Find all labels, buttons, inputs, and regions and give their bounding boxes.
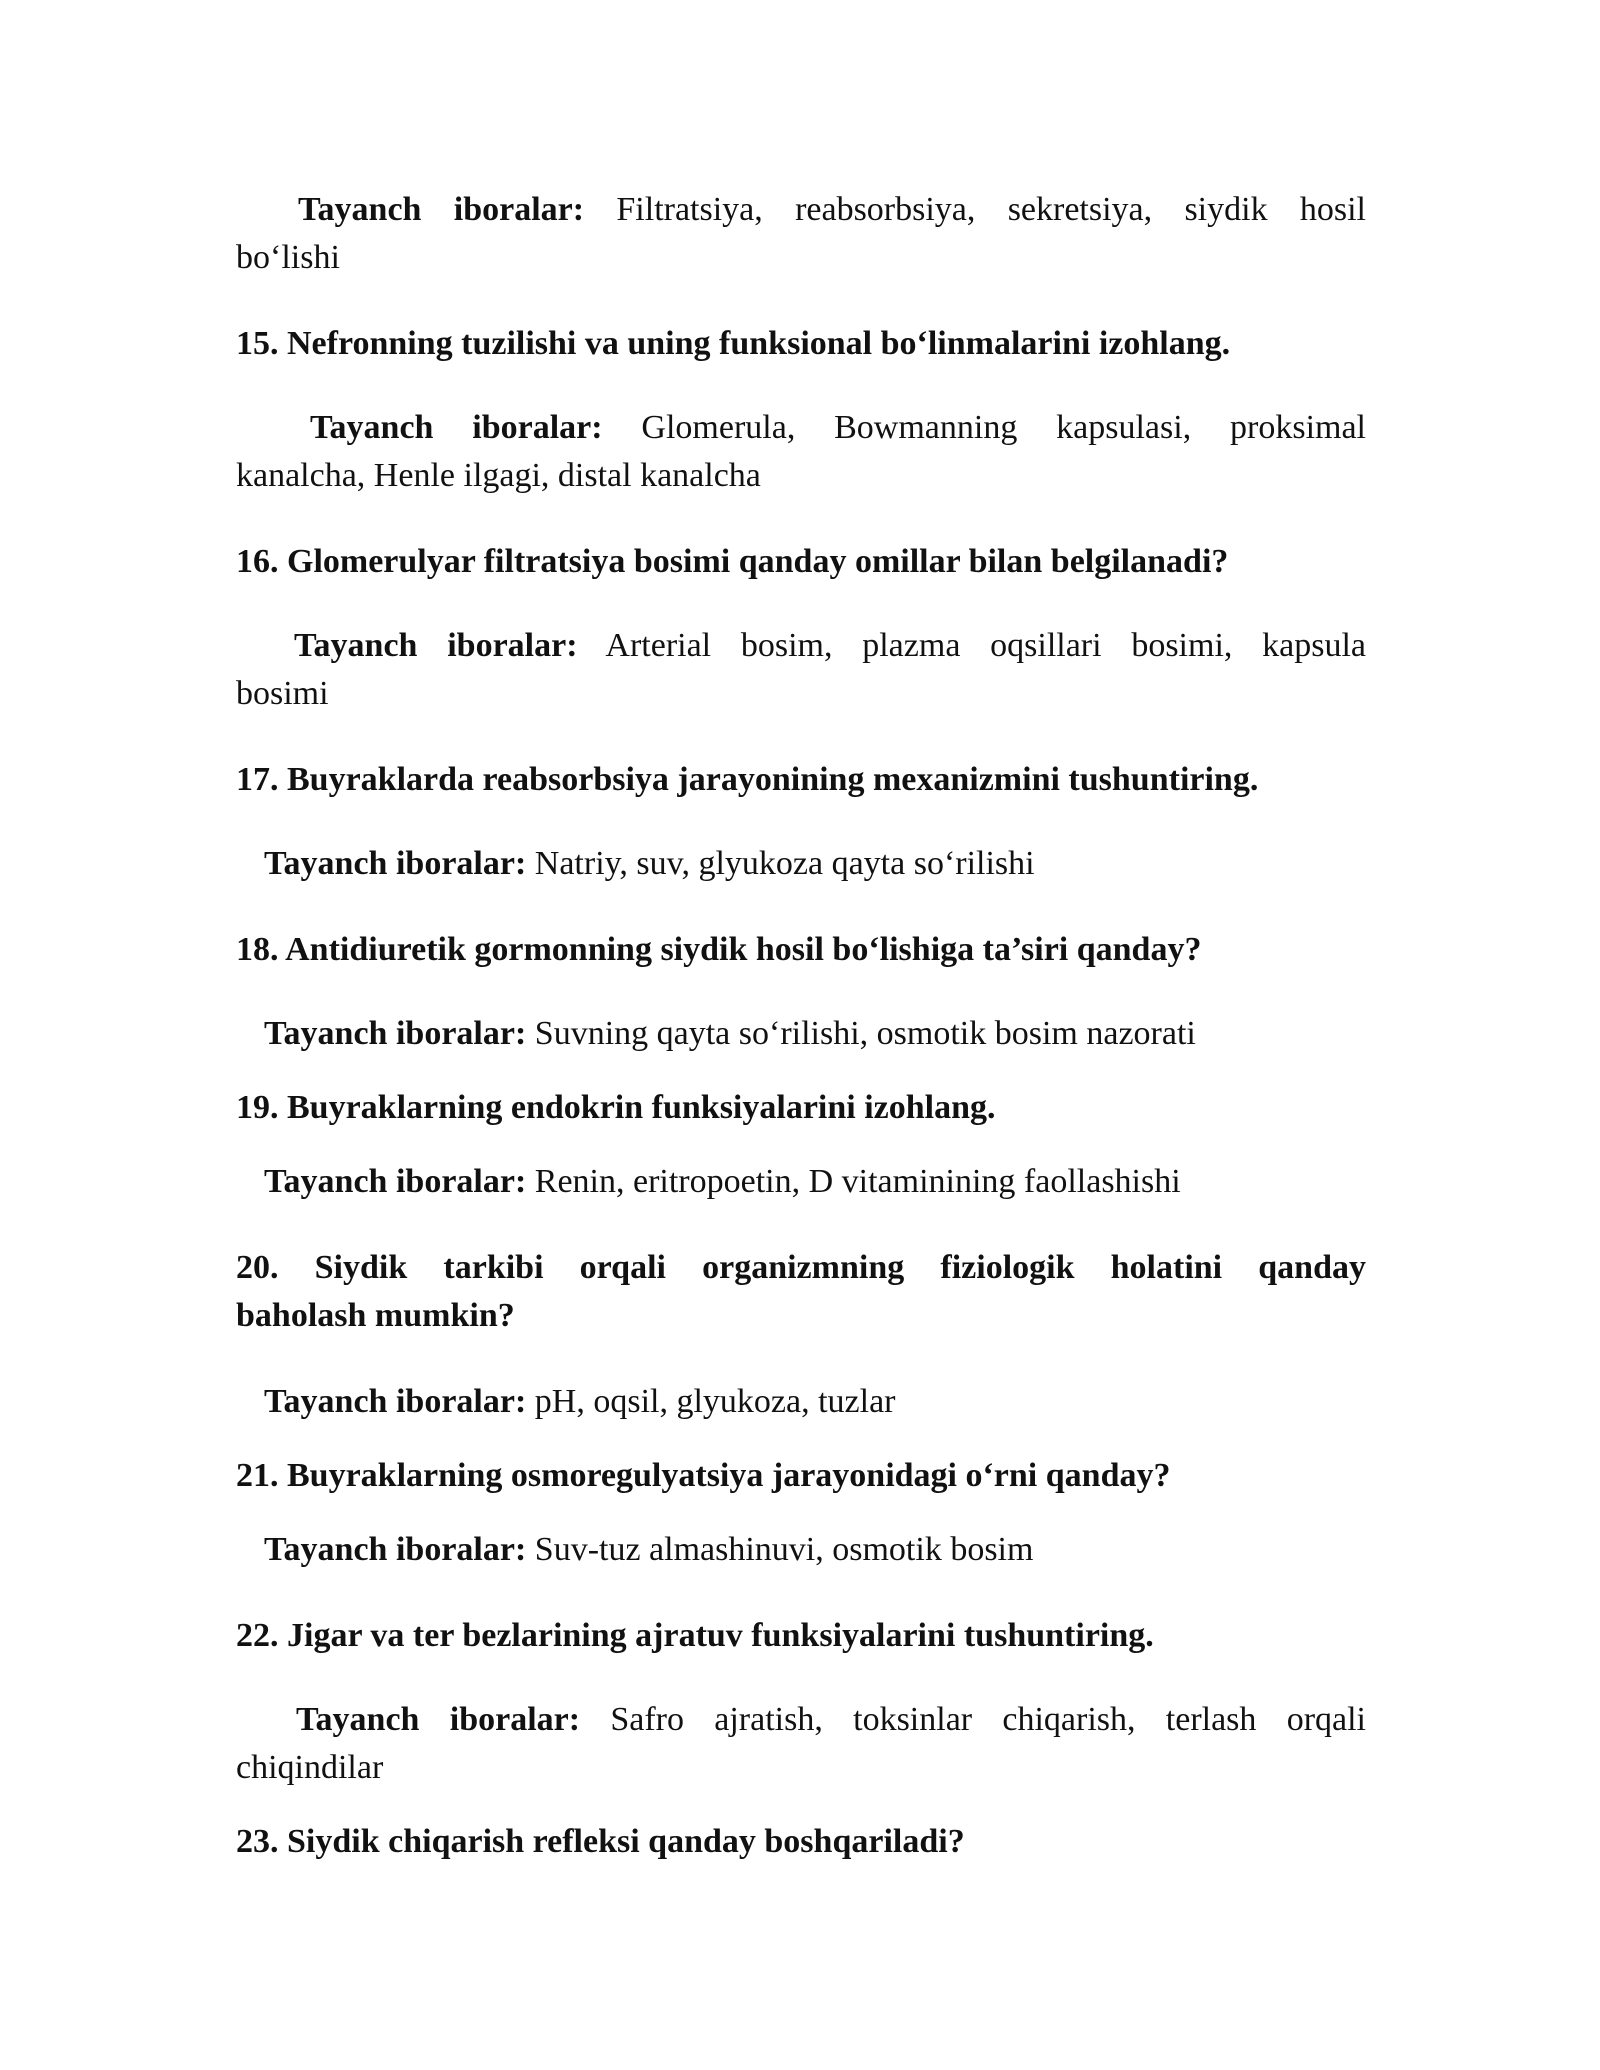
keywords-line-continuation: bo‘lishi [236,239,340,276]
keywords-text: Suvning qayta so‘rilishi, osmotik bosim nazorati [534,1015,1196,1052]
question-16: 16. Glomerulyar filtratsiya bosimi qanday omillar bilan belgilanadi? [236,543,1229,580]
keywords-line [296,1696,1366,1744]
keywords-line [264,840,1394,888]
question-23: 23. Siydik chiqarish refleksi qanday boshqariladi? [236,1823,965,1860]
keywords-line [298,186,1366,234]
question-15: 15. Nefronning tuzilishi va uning funksional bo‘linmalarini izohlang. [236,325,1231,362]
keywords-line [294,622,1366,670]
keywords-label: Tayanch iboralar: [294,627,578,664]
keywords-label: Tayanch iboralar: [298,191,585,228]
keywords-line-continuation: kanalcha, Henle ilgagi, distal kanalcha [236,457,761,494]
question-22: 22. Jigar va ter bezlarining ajratuv funksiyalarini tushuntiring. [236,1617,1154,1654]
keywords-line [264,1158,1394,1206]
keywords-text: Filtratsiya, reabsorbsiya, sekretsiya, siydik hosil [616,191,1366,228]
keywords-label: Tayanch iboralar: [310,409,603,446]
keywords-line [310,404,1366,452]
keywords-label: Tayanch iboralar: [264,1163,527,1200]
keywords-label: Tayanch iboralar: [264,845,527,882]
question-17: 17. Buyraklarda reabsorbsiya jarayonining mexanizmini tushuntiring. [236,761,1259,798]
keywords-label: Tayanch iboralar: [296,1701,581,1738]
keywords-line [264,1378,1394,1426]
keywords-label: Tayanch iboralar: [264,1383,527,1420]
keywords-line-continuation: chiqindilar [236,1749,384,1786]
question-19: 19. Buyraklarning endokrin funksiyalarini izohlang. [236,1089,996,1126]
keywords-text: Suv-tuz almashinuvi, osmotik bosim [534,1531,1034,1568]
keywords-text: Renin, eritropoetin, D vitaminining faollashishi [534,1163,1181,1200]
question-18: 18. Antidiuretik gormonning siydik hosil bo‘lishiga ta’siri qanday? [236,931,1202,968]
keywords-text: pH, oqsil, glyukoza, tuzlar [534,1383,896,1420]
keywords-line-continuation: bosimi [236,675,329,712]
question-20-continuation: baholash mumkin? [236,1297,515,1334]
question-20: 20. Siydik tarkibi orqali organizmning fiziologik holatini qanday [236,1249,1366,1286]
keywords-text: Safro ajratish, toksinlar chiqarish, terlash orqali [610,1701,1367,1738]
question-21: 21. Buyraklarning osmoregulyatsiya jarayonidagi o‘rni qanday? [236,1457,1171,1494]
keywords-label: Tayanch iboralar: [264,1015,527,1052]
keywords-text: Natriy, suv, glyukoza qayta so‘rilishi [534,845,1035,882]
keywords-line [264,1010,1394,1058]
keywords-label: Tayanch iboralar: [264,1531,527,1568]
keywords-text: Arterial bosim, plazma oqsillari bosimi, kapsula [605,627,1367,664]
keywords-text: Glomerula, Bowmanning kapsulasi, proksimal [641,409,1367,446]
keywords-line [264,1526,1394,1574]
